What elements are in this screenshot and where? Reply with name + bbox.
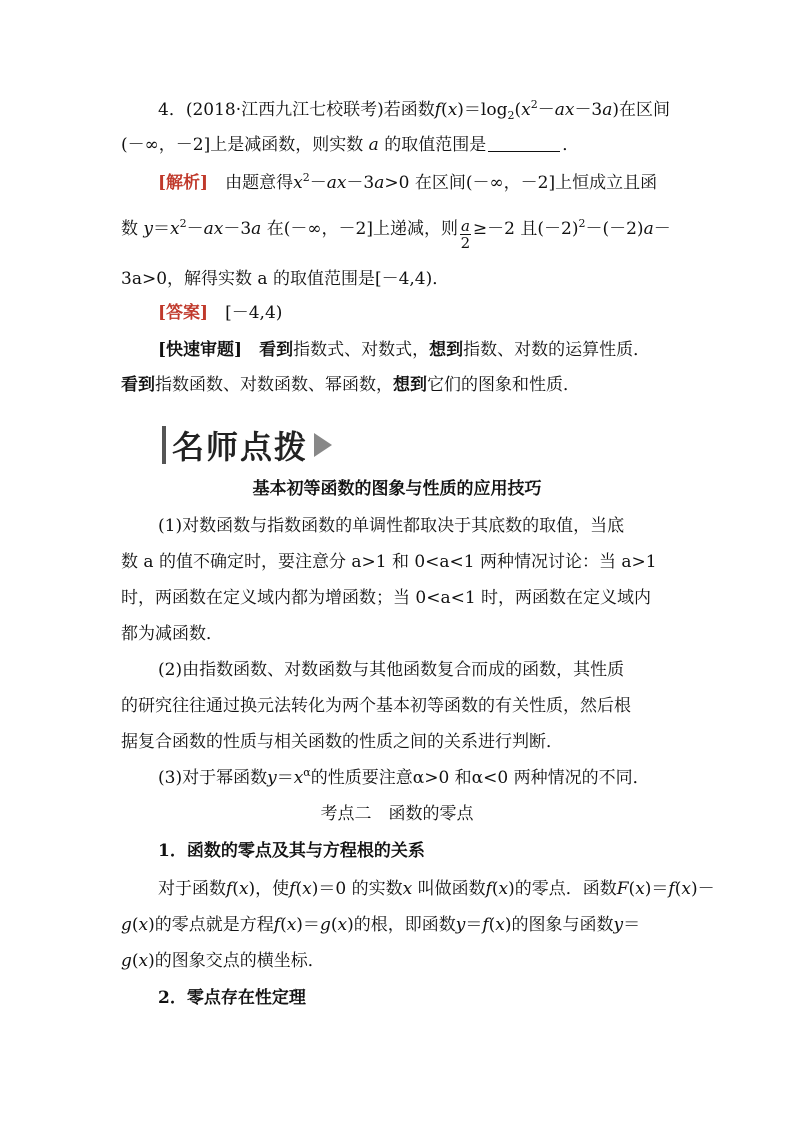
- topic-line-1: 对于函数f(x)，使f(x)＝0 的实数x 叫做函数f(x)的零点．函数F(x)＝f(x)－: [158, 879, 715, 899]
- problem-line-1: 4．(2018·江西九江七校联考)若函数$f(x)=\log_2(x^2-ax-3a)$在区间: [158, 98, 671, 122]
- analysis-line-3: 3a>0，解得实数 a 的取值范围是[－4,4)．: [121, 269, 450, 289]
- tips-p1-line-1: (1)对数函数与指数函数的单调性都取决于其底数的取值，当底: [158, 516, 625, 536]
- analysis-label: [解析]: [158, 173, 209, 193]
- answer-blank[interactable]: [488, 135, 560, 152]
- quick-review-line-2: 看到指数函数、对数函数、幂函数，想到它们的图象和性质．: [121, 375, 580, 395]
- analysis-line-2: 数 $y=x^2-ax-3a$ 在(－∞，－2]上递减，则 $\frac{a}{2}$ ≥－2 且$(-2)^2-(-2)a-$: [121, 217, 671, 252]
- tips-p1-line-2: 数 a 的值不确定时，要注意分 a>1 和 0<a<1 两种情况讨论：当 a>1: [121, 552, 657, 572]
- play-triangle-icon: [314, 433, 332, 457]
- tips-p2-line-1: (2)由指数函数、对数函数与其他函数复合而成的函数，其性质: [158, 660, 625, 680]
- topic-line-3: g(x)的图象交点的横坐标．: [121, 951, 325, 971]
- topic-title: 考点二 函数的零点: [320, 804, 474, 824]
- tips-p2-line-2: 的研究往往通过换元法转化为两个基本初等函数的有关性质，然后根: [121, 696, 631, 716]
- section-title: 名师点拨: [162, 424, 332, 466]
- answer-label: [答案]: [158, 303, 209, 323]
- quick-review-line-1: [快速审题] 看到指数式、对数式，想到指数、对数的运算性质．: [158, 340, 651, 360]
- problem-line-2: (－∞，－2]上是减函数，则实数 a 的取值范围是 ．: [121, 135, 580, 155]
- tips-p3-line: (3)对于幂函数$y=x^\alpha$的性质要注意α>0 和α<0 两种情况的不同．: [158, 766, 650, 788]
- analysis-line-1: [解析] 由题意得$x^2-ax-3a>0$ 在区间(－∞，－2]上恒成立且函: [158, 171, 658, 193]
- tips-p2-line-3: 据复合函数的性质与相关函数的性质之间的关系进行判断．: [121, 732, 563, 752]
- tips-p1-line-3: 时，两函数在定义域内都为增函数；当 0<a<1 时，两函数在定义域内: [121, 588, 652, 608]
- answer-line: [答案] [－4,4): [158, 303, 283, 323]
- section-title-bar: [162, 426, 166, 464]
- tips-heading: 基本初等函数的图象与性质的应用技巧: [252, 479, 542, 499]
- tips-p1-line-4: 都为减函数．: [121, 624, 223, 644]
- fraction-a-over-2: $\frac{a}{2}$: [460, 217, 471, 252]
- topic-heading-1: 1．函数的零点及其与方程根的关系: [158, 841, 425, 861]
- topic-line-2: g(x)的零点就是方程f(x)＝g(x)的根，即函数y＝f(x)的图象与函数y＝: [121, 915, 641, 935]
- topic-heading-2: 2．零点存在性定理: [158, 988, 306, 1008]
